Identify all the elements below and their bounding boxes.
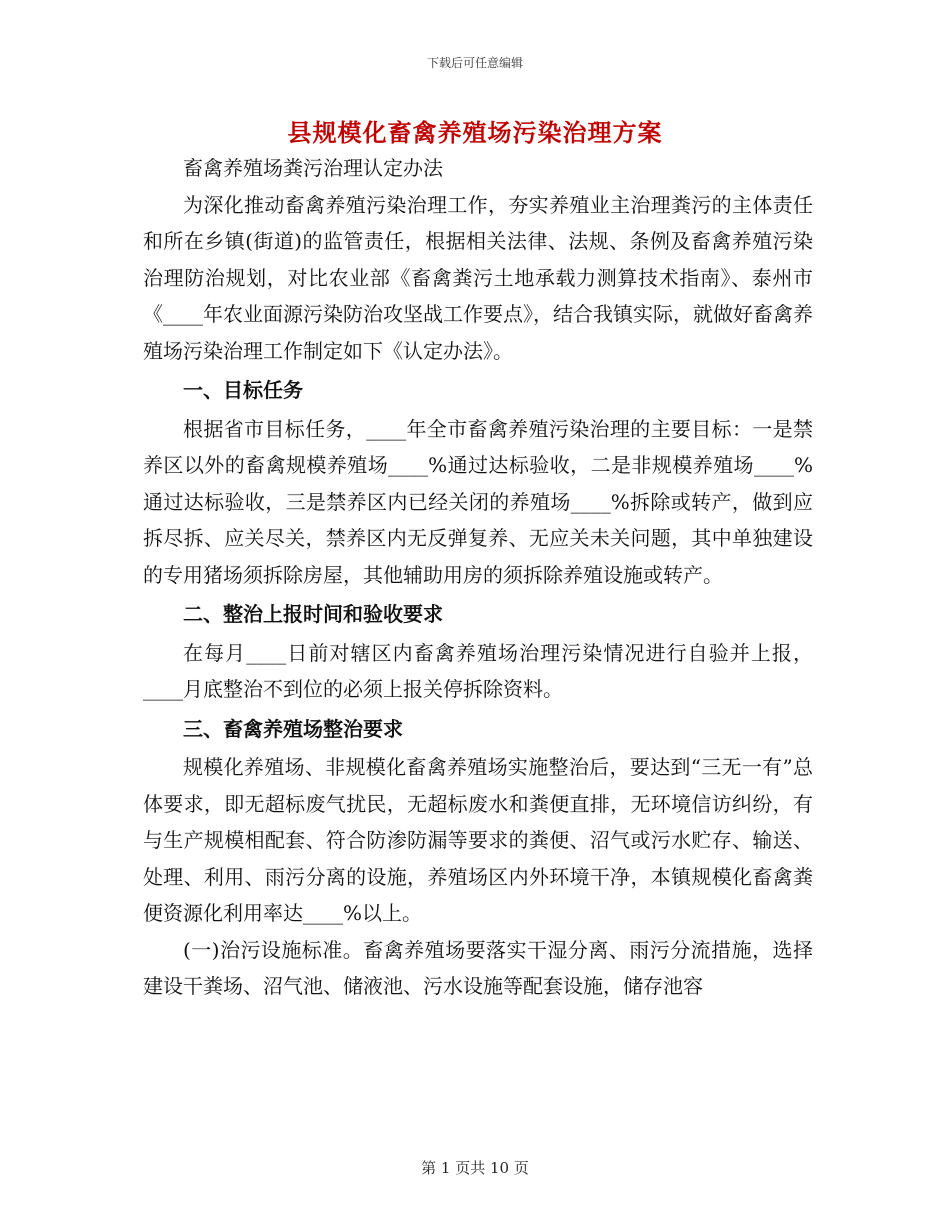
body-paragraph: 在每月____日前对辖区内畜禽养殖场治理污染情况进行自验并上报，____月底整治不到位的必须上报关停拆除资料。 <box>143 640 813 701</box>
section-heading: 二、整治上报时间和验收要求 <box>183 602 443 626</box>
body-paragraph: 根据省市目标任务，____年全市畜禽养殖污染治理的主要目标：一是禁养区以外的畜禽规模养殖场____%通过达标验收，二是非规模养殖场____%通过达标验收，三是禁养区内已经关闭的养殖场____%拆除或转产，做到应拆尽拆、应关尽关，禁养区内无反弹复养、无应关未关问题，其中单独建设的专用猪场须拆除房屋，其他辅助用房的须拆除养殖设施或转产。 <box>143 416 813 587</box>
section-heading: 一、目标任务 <box>183 378 303 402</box>
body-paragraph: (一)治污设施标准。畜禽养殖场要落实干湿分离、雨污分流措施，选择建设干粪场、沼气池、储液池、污水设施等配套设施，储存池容 <box>143 937 813 998</box>
subtitle-paragraph: 畜禽养殖场粪污治理认定办法 <box>183 156 443 180</box>
section-heading: 三、畜禽养殖场整治要求 <box>183 716 403 741</box>
page-footer: 第 1 页共 10 页 <box>421 1159 529 1177</box>
document-title: 县规模化畜禽养殖场污染治理方案 <box>287 118 663 147</box>
header-note: 下载后可任意编辑 <box>426 56 523 70</box>
intro-paragraph: 为深化推动畜禽养殖污染治理工作，夯实养殖业主治理粪污的主体责任和所在乡镇(街道)的监管责任，根据相关法律、法规、条例及畜禽养殖污染治理防治规划，对比农业部《畜禽粪污土地承载力测算技术指南》、泰州市《____年农业面源污染防治攻坚战工作要点》，结合我镇实际，就做好畜禽养殖场污染治理工作制定如下《认定办法》。 <box>143 192 813 363</box>
body-paragraph: 规模化养殖场、非规模化畜禽养殖场实施整治后，要达到“三无一有”总体要求，即无超标废气扰民，无超标废水和粪便直排，无环境信访纠纷，有与生产规模相配套、符合防渗防漏等要求的粪便、沼气或污水贮存、输送、处理、利用、雨污分离的设施，养殖场区内外环境干净，本镇规模化畜禽粪便资源化利用率达____%以上。 <box>143 755 813 925</box>
document-body <box>143 150 813 1005</box>
